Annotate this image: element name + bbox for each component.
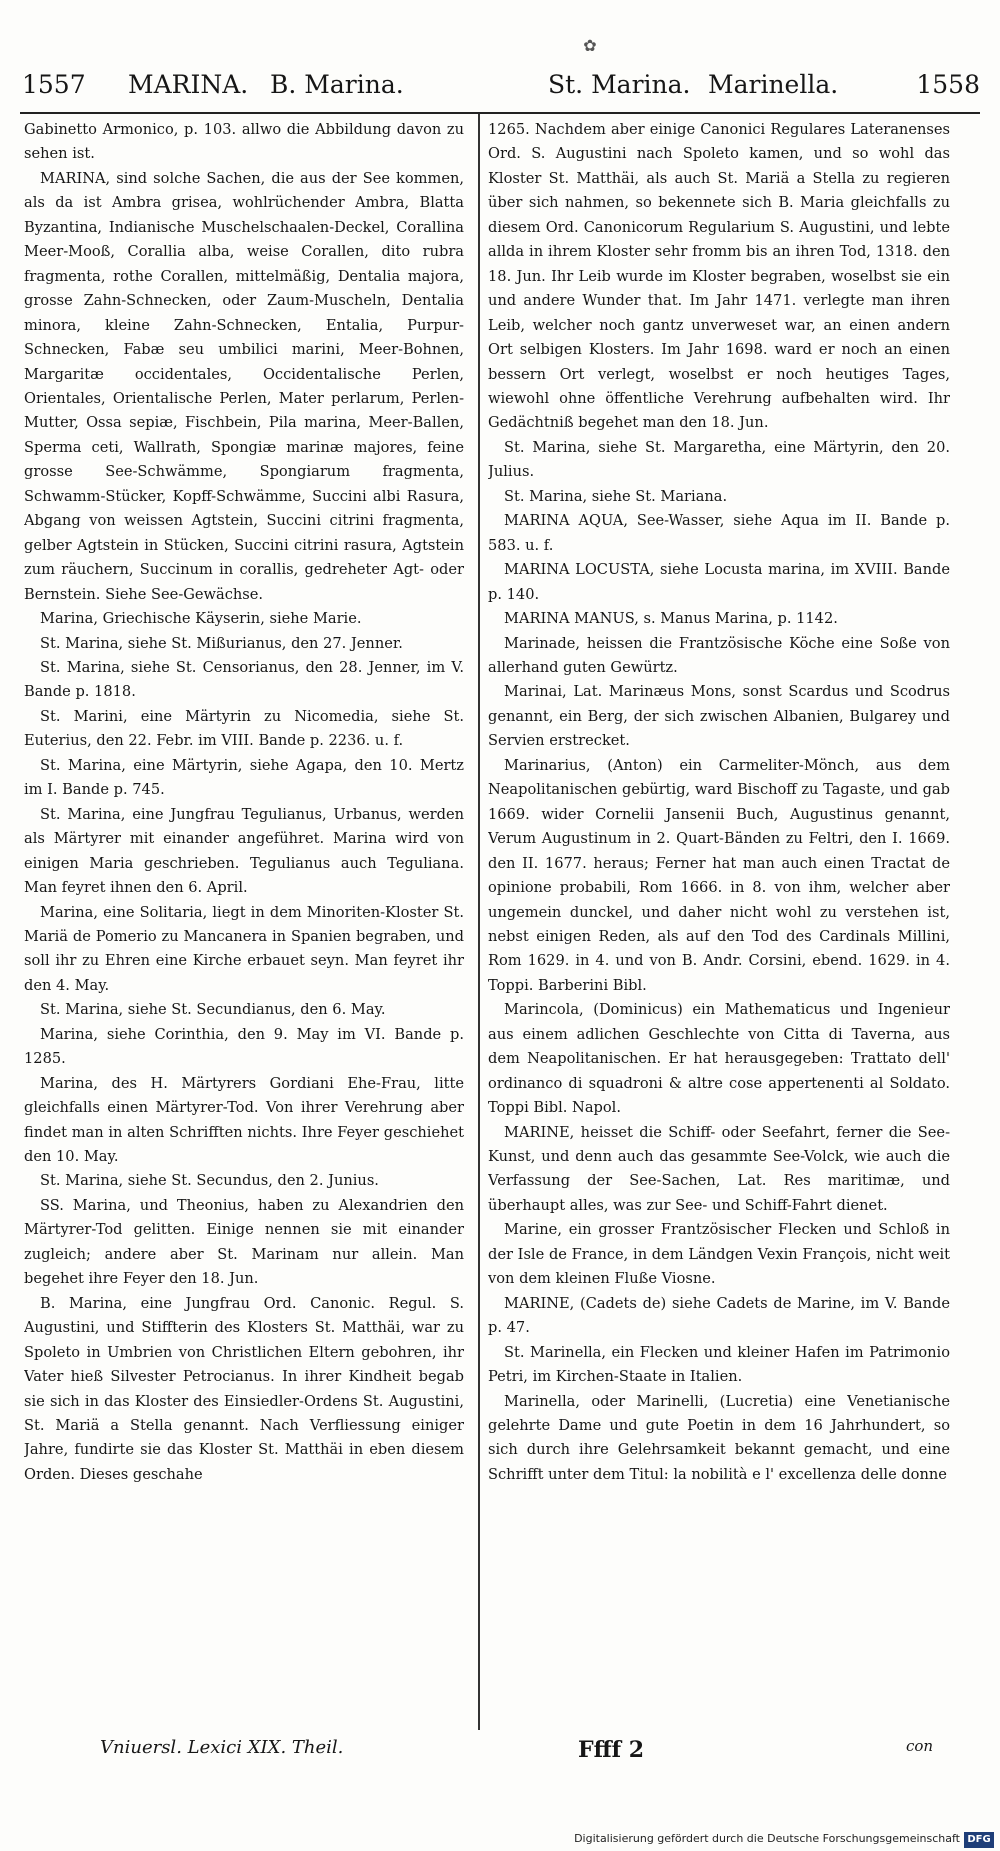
entry-paragraph: Marinarius, (Anton) ein Carmeliter-Mönch, aus dem Neapolitanischen gebürtig, ward Bischoff zu Tagaste, und gab 1669. wider Cornelii Jansenii Buch, Augustinus genannt, Verum Augustinum in 2. Quart-Bänden zu Feltri, den I. 1669. den II. 1677. heraus; Ferner hat man auch einen Tractat de opinione probabili, Rom 1666. in 8. von ihm, welcher aber ungemein dunckel, und daher nicht wohl zu verstehen ist, nebst einigen Reden, als auf den Tod des Cardinals Millini, Rom 1629. in 4. und von B. Andr. Corsini, ebend. 1629. in 4. Toppi. Barberini Bibl. [488,756,950,994]
entry-paragraph: St. Marina, siehe St. Secundus, den 2. Junius. [40,1172,379,1190]
entry-paragraph: Marine, ein grosser Frantzösischer Flecken und Schloß in der Isle de France, in dem Ländgen Vexin François, nicht weit von dem kleinen Fluße Viosne. [488,1221,950,1288]
header-ornament: ✿ [583,36,597,55]
running-head-left-1: MARINA. [128,70,249,99]
entry-paragraph: St. Marina, eine Märtyrin, siehe Agapa, den 10. Mertz im I. Bande p. 745. [24,756,464,799]
entry-paragraph: MARINE, (Cadets de) siehe Cadets de Marine, im V. Bande p. 47. [488,1294,950,1337]
footer-catchword: con [906,1737,934,1755]
footer-signature-mark: Ffff 2 [578,1737,645,1763]
entry-paragraph: Marinade, heissen die Frantzösische Köche eine Soße von allerhand guten Gewürtz. [488,634,950,676]
entry-paragraph: Marina, eine Solitaria, liegt in dem Minoriten-Kloster St. Mariä de Pomerio zu Mancanera in Spanien begraben, und soll ihr zu Ehren eine Kirche erbauet seyn. Man feyret ihr den 4. May. [24,903,464,994]
entry-paragraph: Marina, Griechische Käyserin, siehe Marie. [40,610,362,628]
dfg-logo: DFG [964,1832,994,1848]
entry-paragraph: MARINA AQUA, See-Wasser, siehe Aqua im II. Bande p. 583. u. f. [488,512,950,554]
entry-paragraph: SS. Marina, und Theonius, haben zu Alexandrien den Märtyrer-Tod gelitten. Einige nennen sie mit einander zugleich; andere aber St. Marinam nur allein. Man begehet ihre Feyer den 18. Jun. [24,1196,464,1288]
entry-paragraph: St. Marina, siehe St. Mariana. [504,487,728,505]
page-number-right: 1558 [916,70,980,99]
right-column [488,118,950,1728]
running-head-left-2: B. Marina. [270,70,404,99]
entry-paragraph: St. Marina, siehe St. Mißurianus, den 27. Jenner. [40,634,403,652]
entry-paragraph: St. Marini, eine Märtyrin zu Nicomedia, siehe St. Euterius, den 22. Febr. im VIII. Bande p. 2236. u. f. [24,707,464,750]
entry-paragraph: Marincola, (Dominicus) ein Mathematicus und Ingenieur aus einem adlichen Geschlechte von Citta di Taverna, aus dem Neapolitanischen. Er hat herausgegeben: Trattato dell' ordinanco di squadroni & altre cose appertenenti al Soldato. Toppi Bibl. Napol. [488,1001,950,1117]
entry-paragraph: Marinai, Lat. Marinæus Mons, sonst Scardus und Scodrus genannt, ein Berg, der sich zwischen Albanien, Bulgarey und Servien erstrecket. [488,683,950,750]
entry-paragraph: MARINA MANUS, s. Manus Marina, p. 1142. [504,610,838,628]
running-head-right-2: Marinella. [708,70,839,99]
entry-paragraph: MARINA LOCUSTA, siehe Locusta marina, im XVIII. Bande p. 140. [488,561,950,603]
entry-paragraph: St. Marinella, ein Flecken und kleiner Hafen im Patrimonio Petri, im Kirchen-Staate in Italien. [488,1343,950,1386]
entry-paragraph: Marina, siehe Corinthia, den 9. May im VI. Bande p. 1285. [24,1025,464,1068]
column-divider [478,114,480,1730]
entry-paragraph: MARINE, heisset die Schiff- oder Seefahrt, ferner die See-Kunst, und denn auch das gesammte See-Volck, wie auch die Verfassung der See-Sachen, Lat. Res maritimæ, und überhaupt alles, was zur See- und Schiff-Fahrt dienet. [488,1123,950,1214]
header-rule [20,112,980,114]
entry-paragraph: B. Marina, eine Jungfrau Ord. Canonic. Regul. S. Augustini, und Stiffterin des Klosters St. Matthäi, war zu Spoleto in Umbrien von Christlichen Eltern gebohren, ihr Vater hieß Silvester Petrocianus. In ihrer Kindheit begab sie sich in das Kloster des Einsiedler-Ordens St. Augustini, St. Mariä a Stella genannt. Nach Verfliessung einiger Jahre, fundirte sie das Kloster St. Matthäi in eben diesem Orden. Dieses geschahe [24,1294,464,1483]
entry-paragraph: 1265. Nachdem aber einige Canonici Regulares Lateranenses Ord. S. Augustini nach Spoleto kamen, und so wohl das Kloster St. Matthäi, als auch St. Mariä a Stella zu regieren über sich nahmen, so bekennete sich B. Maria gleichfalls zu diesem Ord. Canonicorum Regularium S. Augustini, und lebte allda in ihrem Kloster sehr fromm bis an ihren Tod, 1318. den 18. Jun. Ihr Leib wurde im Kloster begraben, woselbst sie ein und andere Wunder that. Im Jahr 1471. verlegte man ihren Leib, welcher noch gantz unverweset war, an einen andern Ort selbigen Klosters. Im Jahr 1698. ward er noch an einen bessern Ort verlegt, woselbst er noch heutiges Tages, wiewohl ohne öffentliche Verehrung aufbehalten wird. Ihr Gedächtniß begehet man den 18. Jun. [488,121,950,432]
left-column [24,118,464,1728]
entry-paragraph: Marina, des H. Märtyrers Gordiani Ehe-Frau, litte gleichfalls einen Märtyrer-Tod. Von ihrer Verehrung aber findet man in alten Schrifften nichts. Ihre Feyer geschiehet den 10. May. [24,1074,464,1166]
footer-volume-note: Vniuersl. Lexici XIX. Theil. [100,1737,344,1758]
digitization-credit: Digitalisierung gefördert durch die Deutsche Forschungsgemeinschaft [574,1832,960,1845]
running-head-right-1: St. Marina. [548,70,691,99]
entry-paragraph: Gabinetto Armonico, p. 103. allwo die Abbildung davon zu sehen ist. [24,121,464,163]
entry-paragraph: St. Marina, siehe St. Secundianus, den 6. May. [40,1001,386,1019]
entry-paragraph: St. Marina, siehe St. Censorianus, den 28. Jenner, im V. Bande p. 1818. [24,658,464,701]
entry-paragraph: St. Marina, eine Jungfrau Tegulianus, Urbanus, werden als Märtyrer mit einander angeführet. Marina wird von einigen Maria geschrieben. Tegulianus auch Teguliana. Man feyret ihnen den 6. April. [24,805,464,897]
entry-paragraph: MARINA, sind solche Sachen, die aus der See kommen, als da ist Ambra grisea, wohlrüchender Ambra, Blatta Byzantina, Indianische Muschelschaalen-Deckel, Corallina Meer-Mooß, Corallia alba, weise Corallen, dito rubra fragmenta, rothe Corallen, mittelmäßig, Dentalia majora, grosse Zahn-Schnecken, oder Zaum-Muscheln, Dentalia minora, kleine Zahn-Schnecken, Entalia, Purpur-Schnecken, Fabæ seu umbilici marini, Meer-Bohnen, Margaritæ occidentales, Occidentalische Perlen, Orientales, Orientalische Perlen, Mater perlarum, Perlen-Mutter, Ossa sepiæ, Fischbein, Pila marina, Meer-Ballen, Sperma ceti, Wallrath, Spongiæ marinæ majores, feine grosse See-Schwämme, Spongiarum fragmenta, Schwamm-Stücker, Kopff-Schwämme, Succini albi Rasura, Abgang von weissen Agtstein, Succini citrini fragmenta, gelber Agtstein in Stücken, Succini citrini rasura, Agtstein zum räuchern, Succinum in corallis, gedreheter Agt- oder Bernstein. Siehe See-Gewächse. [24,169,464,603]
page-number-left: 1557 [22,70,86,99]
entry-paragraph: Marinella, oder Marinelli, (Lucretia) eine Venetianische gelehrte Dame und gute Poetin in dem 16 Jahrhundert, so sich durch ihre Gelehrsamkeit bekannt gemacht, und eine Schrifft unter dem Titul: la nobilità e l' excellenza delle donne [488,1392,950,1483]
entry-paragraph: St. Marina, siehe St. Margaretha, eine Märtyrin, den 20. Julius. [488,438,950,481]
